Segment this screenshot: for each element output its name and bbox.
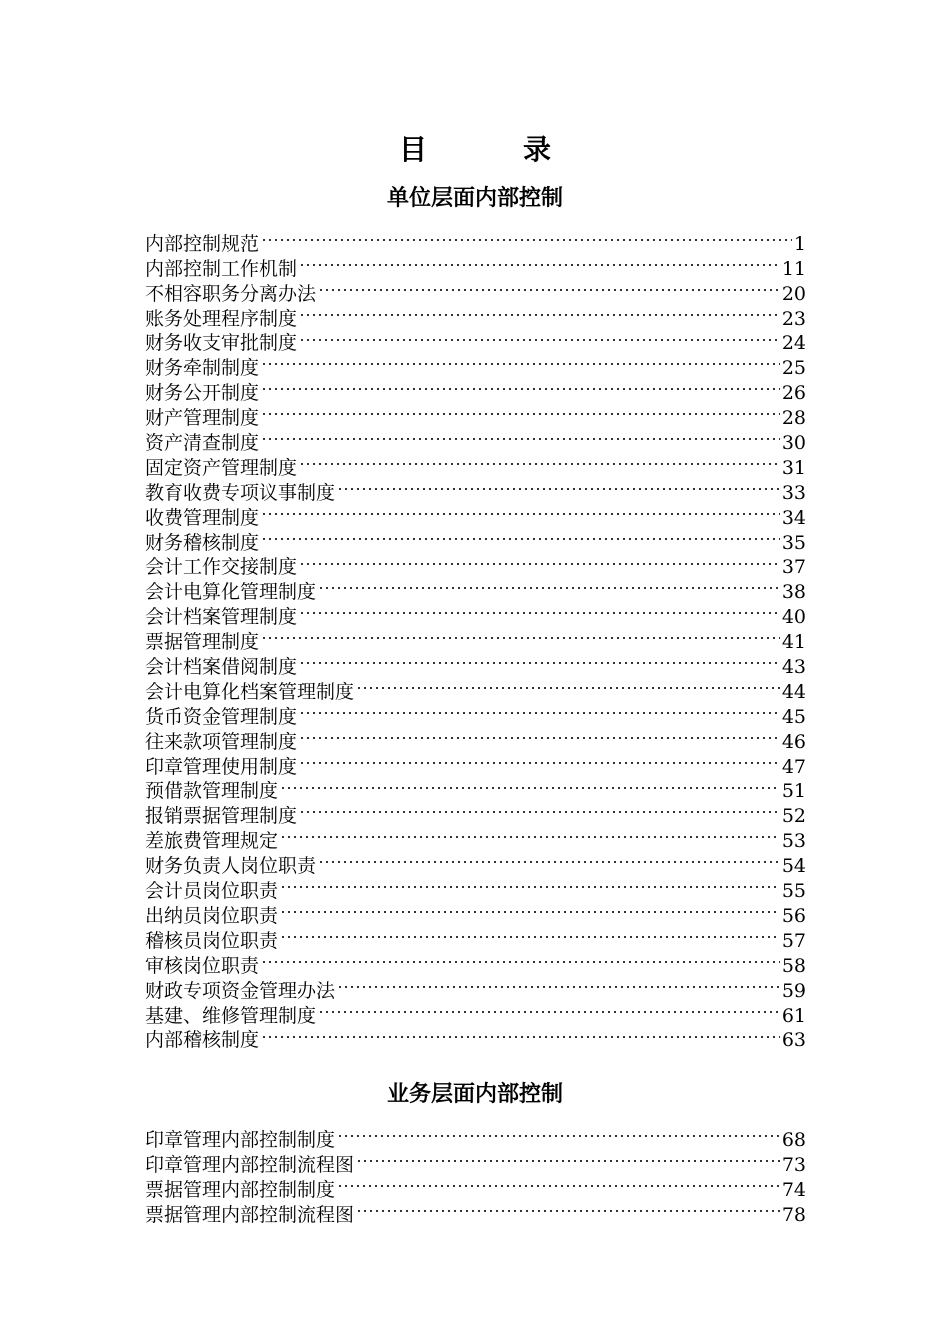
toc-dot-leader [278, 922, 782, 947]
toc-entry-title: 往来款项管理制度 [145, 730, 298, 753]
toc-entry-title: 出纳员岗位职责 [145, 904, 279, 927]
toc-entry-page-number: 33 [781, 481, 806, 504]
toc-entry-page-number: 41 [781, 631, 806, 654]
toc-dot-leader [259, 225, 794, 250]
toc-entry-title: 资产清查制度 [145, 432, 260, 455]
toc-dot-leader [259, 623, 782, 648]
toc-dot-leader [278, 897, 782, 922]
toc-entry-title: 账务处理程序制度 [145, 307, 298, 330]
toc-entry-page-number: 55 [781, 880, 806, 903]
toc-dot-leader [259, 524, 782, 549]
toc-dot-leader [297, 300, 782, 325]
toc-entry-title: 票据管理制度 [145, 631, 260, 654]
toc-entry-title: 基建、维修管理制度 [145, 1004, 317, 1027]
section-heading-unit-level: 单位层面内部控制 [386, 186, 563, 211]
toc-dot-leader [316, 997, 782, 1022]
toc-dot-leader [259, 947, 782, 972]
toc-entry-page-number: 51 [781, 780, 806, 803]
toc-list-unit-level [145, 225, 806, 1052]
toc-entry-page-number: 78 [781, 1203, 806, 1226]
toc-entry-title: 收费管理制度 [145, 506, 260, 529]
toc-entry-page-number: 26 [781, 382, 806, 405]
toc-entry[interactable] [145, 225, 806, 255]
toc-entry-title: 不相容职务分离办法 [145, 282, 317, 305]
toc-dot-leader [316, 847, 782, 872]
toc-dot-leader [297, 598, 782, 623]
toc-entry-page-number: 44 [781, 680, 806, 703]
toc-entry-title: 财务稽核制度 [145, 531, 260, 554]
toc-entry-page-number: 54 [781, 855, 806, 878]
toc-dot-leader [335, 1171, 782, 1196]
toc-entry-page-number: 61 [781, 1004, 806, 1027]
toc-entry-page-number: 56 [781, 904, 806, 927]
toc-entry-page-number: 34 [781, 506, 806, 529]
toc-entry-page-number: 45 [781, 705, 806, 728]
toc-entry-title: 固定资产管理制度 [145, 456, 298, 479]
toc-dot-leader [297, 648, 782, 673]
toc-entry-page-number: 40 [781, 606, 806, 629]
toc-dot-leader [259, 1022, 782, 1047]
toc-entry-page-number: 28 [781, 407, 806, 430]
toc-entry-page-number: 58 [781, 954, 806, 977]
toc-entry-page-number: 53 [781, 830, 806, 853]
toc-entry-page-number: 47 [781, 755, 806, 778]
toc-dot-leader [259, 424, 782, 449]
toc-entry-title: 财务负责人岗位职责 [145, 855, 317, 878]
toc-entry-title: 会计档案管理制度 [145, 606, 298, 629]
toc-entry-title: 内部控制工作机制 [145, 257, 298, 280]
toc-dot-leader [278, 822, 782, 847]
toc-entry-page-number: 11 [781, 257, 806, 280]
toc-dot-leader [259, 399, 782, 424]
toc-dot-leader [354, 1146, 782, 1171]
toc-entry-title: 会计工作交接制度 [145, 556, 298, 579]
toc-entry-title: 财务收支审批制度 [145, 332, 298, 355]
page-title-right: 录 [523, 133, 552, 166]
toc-entry-page-number: 73 [781, 1153, 806, 1176]
toc-entry-title: 财产管理制度 [145, 407, 260, 430]
toc-dot-leader [354, 673, 782, 698]
toc-entry-title: 会计电算化管理制度 [145, 581, 317, 604]
toc-dot-leader [354, 1196, 782, 1221]
toc-entry-title: 货币资金管理制度 [145, 705, 298, 728]
toc-dot-leader [297, 250, 782, 275]
toc-entry-title: 内部控制规范 [145, 232, 260, 255]
toc-entry-page-number: 20 [781, 282, 806, 305]
toc-entry-title: 教育收费专项议事制度 [145, 481, 336, 504]
toc-entry-title: 票据管理内部控制制度 [145, 1178, 336, 1201]
toc-entry-title: 印章管理内部控制流程图 [145, 1153, 355, 1176]
toc-entry-page-number: 57 [781, 929, 806, 952]
toc-entry-page-number: 43 [781, 656, 806, 679]
toc-entry-title: 会计电算化档案管理制度 [145, 680, 355, 703]
toc-entry-title: 差旅费管理规定 [145, 830, 279, 853]
toc-entry-page-number: 23 [781, 307, 806, 330]
toc-entry-page-number: 35 [781, 531, 806, 554]
page-title [0, 130, 950, 170]
toc-dot-leader [278, 872, 782, 897]
toc-dot-leader [316, 275, 782, 300]
toc-entry-page-number: 74 [781, 1178, 806, 1201]
toc-entry-title: 审核岗位职责 [145, 954, 260, 977]
toc-entry-page-number: 25 [781, 357, 806, 380]
toc-dot-leader [297, 797, 782, 822]
toc-entry-page-number: 1 [793, 232, 806, 255]
toc-dot-leader [335, 1121, 782, 1146]
toc-dot-leader [278, 773, 782, 798]
toc-entry-title: 财务牵制制度 [145, 357, 260, 380]
toc-entry-title: 内部稽核制度 [145, 1029, 260, 1052]
toc-list-business-level [145, 1121, 806, 1226]
toc-entry-title: 稽核员岗位职责 [145, 929, 279, 952]
toc-dot-leader [297, 748, 782, 773]
toc-dot-leader [297, 549, 782, 574]
page-title-left: 目 [398, 133, 427, 166]
toc-entry-page-number: 63 [781, 1029, 806, 1052]
toc-entry-page-number: 59 [781, 979, 806, 1002]
toc-entry-page-number: 31 [781, 456, 806, 479]
toc-entry-page-number: 52 [781, 805, 806, 828]
toc-dot-leader [259, 374, 782, 399]
toc-entry-title: 财政专项资金管理办法 [145, 979, 336, 1002]
toc-dot-leader [335, 972, 782, 997]
toc-entry-page-number: 68 [781, 1128, 806, 1151]
toc-entry-title: 会计员岗位职责 [145, 880, 279, 903]
toc-dot-leader [259, 499, 782, 524]
toc-dot-leader [316, 573, 782, 598]
toc-entry[interactable] [145, 1121, 806, 1151]
toc-entry-page-number: 37 [781, 556, 806, 579]
toc-entry-title: 报销票据管理制度 [145, 805, 298, 828]
toc-dot-leader [297, 325, 782, 350]
toc-dot-leader [259, 349, 782, 374]
toc-entry-page-number: 24 [781, 332, 806, 355]
toc-dot-leader [297, 449, 782, 474]
toc-entry-page-number: 46 [781, 730, 806, 753]
toc-entry-title: 预借款管理制度 [145, 780, 279, 803]
toc-dot-leader [297, 723, 782, 748]
toc-entry-title: 财务公开制度 [145, 382, 260, 405]
section-heading-business-level: 业务层面内部控制 [386, 1082, 563, 1107]
toc-dot-leader [335, 474, 782, 499]
toc-entry-title: 票据管理内部控制流程图 [145, 1203, 355, 1226]
toc-entry-title: 印章管理内部控制制度 [145, 1128, 336, 1151]
toc-entry-title: 会计档案借阅制度 [145, 656, 298, 679]
toc-dot-leader [297, 698, 782, 723]
toc-entry-page-number: 38 [781, 581, 806, 604]
toc-entry-page-number: 30 [781, 432, 806, 455]
toc-entry-title: 印章管理使用制度 [145, 755, 298, 778]
